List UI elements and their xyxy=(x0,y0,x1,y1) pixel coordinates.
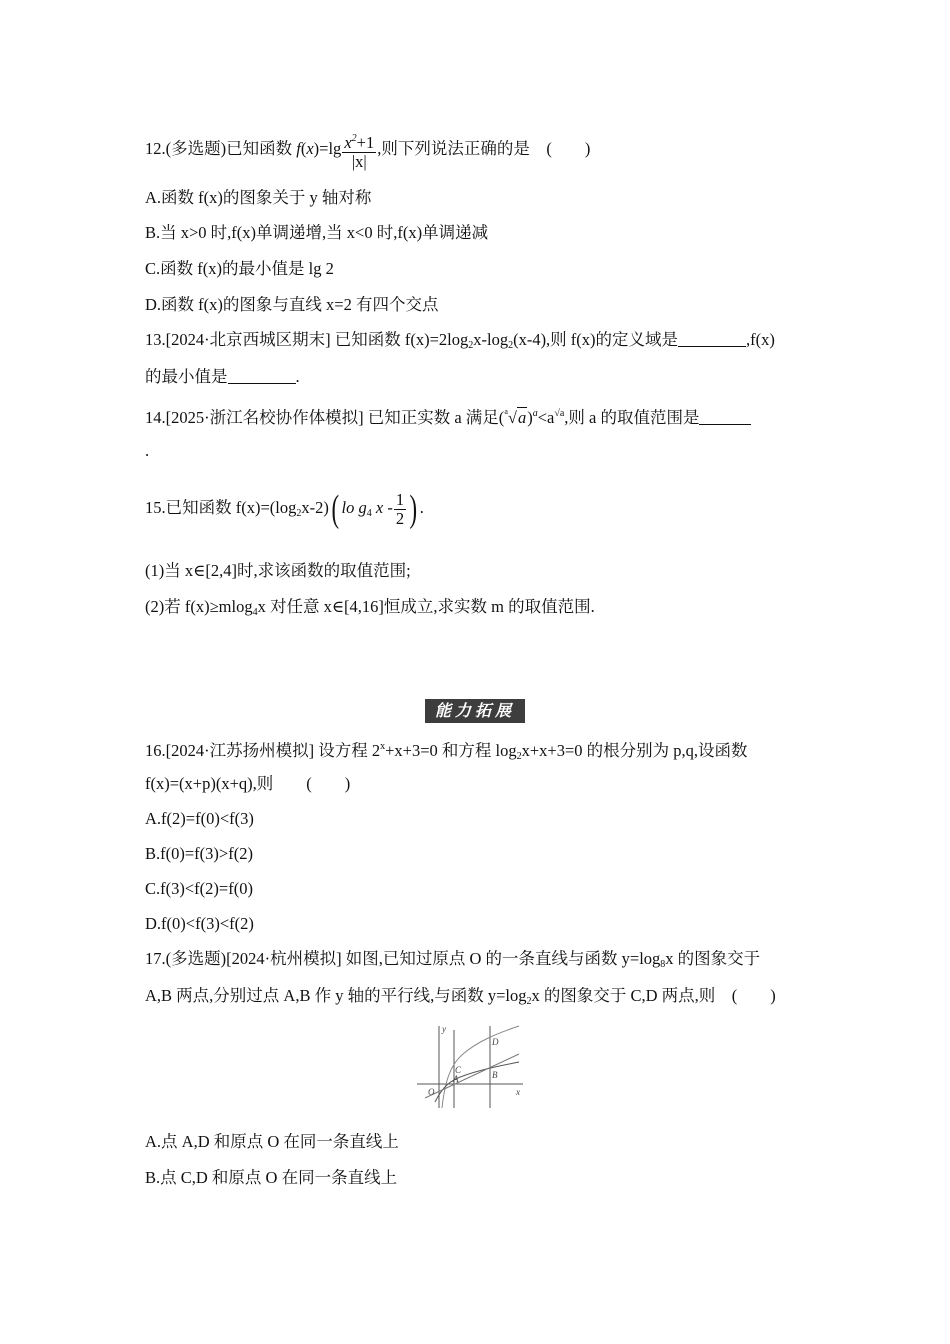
q17-graph xyxy=(415,1022,530,1110)
q12-frac-rest: +1 xyxy=(356,132,375,152)
q16-sup: x xyxy=(380,741,386,752)
q13-sub1: 2 xyxy=(468,340,474,351)
q12-fraction xyxy=(342,130,376,171)
q16-option-c: C.f(3)<f(2)=f(0) xyxy=(145,879,253,898)
q17-option-a: A.点 A,D 和原点 O 在同一条直线上 xyxy=(145,1132,399,1151)
q12-frac-sup: 2 xyxy=(351,132,357,144)
q16-option-a: A.f(2)=f(0)<f(3) xyxy=(145,809,254,828)
q12-paren: ( xyxy=(300,139,307,158)
q15-inner-sub: 4 xyxy=(366,508,372,519)
log8-curve xyxy=(435,1062,519,1102)
q15-sub1: 2 xyxy=(296,508,302,519)
q16-sub: 2 xyxy=(516,751,522,762)
q14-p4: ,则 a 的取值范围是 xyxy=(564,408,700,427)
q13-p2: x-log xyxy=(473,330,509,349)
q17-p2: x 的图象交于 xyxy=(665,949,761,968)
q15-p1: 15.已知函数 f(x)=(log xyxy=(145,498,297,517)
q15-inner: lo g xyxy=(341,498,367,517)
q14-root-index: a xyxy=(504,407,508,416)
q16-p3: x+x+3=0 的根分别为 p,q,设函数 xyxy=(521,741,748,760)
right-paren-icon: ) xyxy=(409,488,418,531)
q12-lg: )=lg xyxy=(313,139,342,158)
q15-stem xyxy=(145,484,424,538)
section-banner: 能力拓展 xyxy=(425,699,525,723)
q14-p3: <a xyxy=(537,408,555,427)
q13-p3: (x-4),则 f(x)的定义域是 xyxy=(513,330,679,349)
q14-line2: . xyxy=(145,441,150,460)
q16-option-d: D.f(0)<f(3)<f(2) xyxy=(145,914,254,933)
q17-line2 xyxy=(145,985,776,1013)
q12-option-a: A.函数 f(x)的图象关于 y 轴对称 xyxy=(145,188,372,207)
left-paren-icon: ( xyxy=(331,488,339,531)
q14-p2: ) xyxy=(527,408,533,427)
q14-root-body: a xyxy=(517,408,527,427)
q12-x: x xyxy=(306,139,314,158)
q14-sup-a: a xyxy=(532,408,538,419)
graph-label-d: D xyxy=(492,1037,499,1047)
q13-blank-2[interactable] xyxy=(228,369,296,384)
graph-label-b: B xyxy=(492,1070,498,1080)
graph-label-a: A xyxy=(453,1074,459,1084)
q12-suffix: ,则下列说法正确的是 ( ) xyxy=(377,139,591,158)
q17-option-b: B.点 C,D 和原点 O 在同一条直线上 xyxy=(145,1168,398,1187)
q15-p2a: (2)若 f(x)≥mlog xyxy=(145,597,253,616)
q14-line1 xyxy=(145,401,751,429)
q12-prefix: 12.(多选题)已知函数 xyxy=(145,139,297,158)
q14-p1: 14.[2025·浙江名校协作体模拟] 已知正实数 a 满足( xyxy=(145,408,505,427)
q13-p1: 13.[2024·北京西城区期末] 已知函数 f(x)=2log xyxy=(145,330,469,349)
q17-l2a: A,B 两点,分别过点 A,B 作 y 轴的平行线,与函数 y=log xyxy=(145,986,527,1005)
q12-stem xyxy=(145,127,590,171)
q12-option-b: B.当 x>0 时,f(x)单调递增,当 x<0 时,f(x)单调递减 xyxy=(145,223,489,242)
q12-frac-num: x xyxy=(344,132,352,152)
q13-l2: 的最小值是 xyxy=(145,367,228,386)
q12-option-c: C.函数 f(x)的最小值是 lg 2 xyxy=(145,259,334,278)
q13-blank-1[interactable] xyxy=(678,332,746,347)
graph-label-y: y xyxy=(442,1024,446,1034)
q15-frac-num: 1 xyxy=(395,489,405,509)
q17-sub2: 2 xyxy=(526,996,532,1007)
q15-fraction xyxy=(394,491,406,528)
q16-option-b: B.f(0)=f(3)>f(2) xyxy=(145,844,253,863)
q13-line1 xyxy=(145,329,775,357)
radical-icon: √ xyxy=(507,408,517,427)
q12-f: f xyxy=(296,139,301,158)
graph-label-x: x xyxy=(516,1087,520,1097)
q13-line2 xyxy=(145,366,300,388)
q16-p1: 16.[2024·江苏扬州模拟] 设方程 2 xyxy=(145,741,381,760)
q14-sup-root: √a xyxy=(554,408,565,419)
q12-frac-den: |x| xyxy=(351,151,367,171)
q15-inner2: x - xyxy=(371,498,393,517)
q13-l2-end: . xyxy=(295,367,300,386)
q15-p2: x-2) xyxy=(301,498,329,517)
q17-line1 xyxy=(145,948,760,976)
graph-label-c: C xyxy=(455,1065,462,1075)
graph-label-o: O xyxy=(428,1087,435,1097)
q15-p2sub: 4 xyxy=(252,607,258,618)
q16-line2: f(x)=(x+p)(x+q),则 ( ) xyxy=(145,774,351,793)
q15-end: . xyxy=(419,498,424,517)
q15-frac-den: 2 xyxy=(395,508,405,528)
q16-line1 xyxy=(145,736,748,768)
q15-p2b: x 对任意 x∈[4,16]恒成立,求实数 m 的取值范围. xyxy=(257,597,595,616)
q14-blank[interactable] xyxy=(699,410,751,425)
q17-l2b: x 的图象交于 C,D 两点,则 ( ) xyxy=(531,986,776,1005)
q15-part2 xyxy=(145,596,595,624)
q13-sub2: 2 xyxy=(508,340,514,351)
q13-p4: ,f(x) xyxy=(746,330,775,349)
q12-option-d: D.函数 f(x)的图象与直线 x=2 有四个交点 xyxy=(145,295,439,314)
q17-sub1: 8 xyxy=(660,959,666,970)
q15-part1: (1)当 x∈[2,4]时,求该函数的取值范围; xyxy=(145,561,411,580)
q16-p2: +x+3=0 和方程 log xyxy=(385,741,517,760)
q17-p1: 17.(多选题)[2024·杭州模拟] 如图,已知过原点 O 的一条直线与函数 y=log xyxy=(145,949,661,968)
